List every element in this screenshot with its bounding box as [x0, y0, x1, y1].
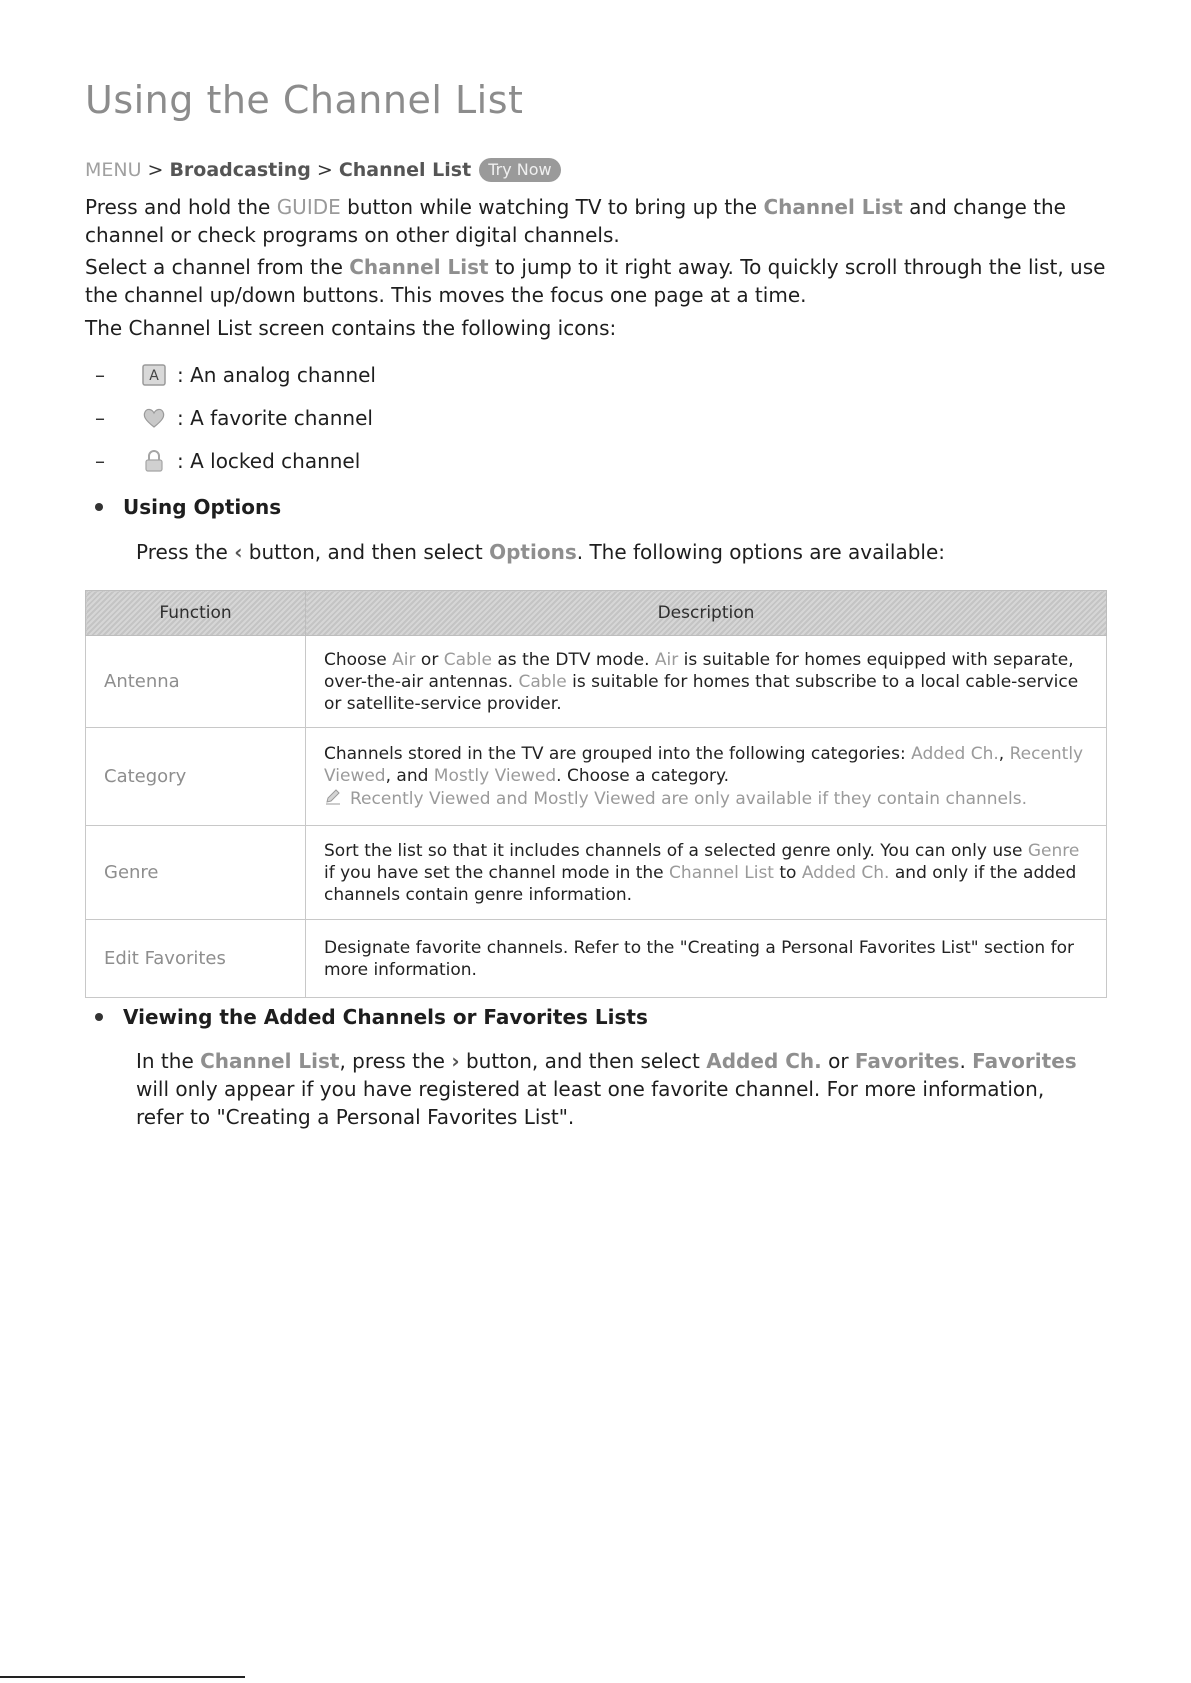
bullet-icon — [95, 503, 103, 511]
table-row — [86, 728, 1107, 826]
table-cell-function: Genre — [86, 826, 306, 920]
breadcrumb-channel-list: Channel List — [338, 159, 472, 181]
note: Recently Viewed and Mostly Viewed are only available if they contain channels. — [324, 787, 1090, 811]
table-row — [86, 920, 1107, 998]
svg-text:A: A — [149, 368, 159, 384]
table-header-function: Function — [86, 591, 306, 636]
table-cell-function: Category — [86, 728, 306, 826]
table-cell-description: Channels stored in the TV are grouped into the following categories: Added Ch., Recently Viewed, and Mostly Viewed. Choose a category. Recently Viewed and Mostly Viewed are only available if they contain channels. — [306, 728, 1107, 826]
table-header-description: Description — [306, 591, 1107, 636]
bullet-icon — [95, 1013, 103, 1021]
favorite-heart-icon — [137, 407, 171, 429]
chevron-right-icon: > — [316, 159, 333, 181]
section-heading-viewing: Viewing the Added Channels or Favorites Lists — [95, 1005, 648, 1029]
options-ref: Options — [489, 540, 577, 564]
breadcrumb-broadcasting: Broadcasting — [169, 159, 311, 181]
footer-rule — [0, 1676, 245, 1678]
icon-list-item: – : A favorite channel — [95, 406, 373, 430]
table-cell-function: Edit Favorites — [86, 920, 306, 998]
channel-list-ref: Channel List — [763, 195, 903, 219]
table-row — [86, 826, 1107, 920]
table-header-row — [86, 591, 1107, 636]
table-cell-description: Sort the list so that it includes channels of a selected genre only. You can only use Genre if you have set the channel mode in the Channel List to Added Ch. and only if the added channels contain genre information. — [306, 826, 1107, 920]
pencil-note-icon — [324, 787, 342, 811]
table-cell-description: Choose Air or Cable as the DTV mode. Air is suitable for homes equipped with separate, over-the-air antennas. Cable is suitable for homes that subscribe to a local cable-service or satellite-service provider. — [306, 636, 1107, 728]
table-row — [86, 636, 1107, 728]
analog-channel-icon — [137, 363, 171, 387]
breadcrumb-menu: MENU — [85, 159, 142, 181]
intro-paragraph-3: The Channel List screen contains the following icons: — [85, 316, 617, 340]
breadcrumb — [85, 158, 561, 182]
icon-list-item: – : A locked channel — [95, 449, 361, 473]
intro-paragraph-1: Press and hold the GUIDE button while watching TV to bring up the Channel List and change the channel or check programs on other digital channels. — [85, 195, 1066, 247]
table-cell-description: Designate favorite channels. Refer to the "Creating a Personal Favorites List" section for more information. — [306, 920, 1107, 998]
viewing-text: In the Channel List, press the › button, and then select Added Ch. or Favorites. Favorites will only appear if you have registered at least one favorite channel. For more information, refer to "Creating a Personal Favorites List". — [136, 1049, 1077, 1129]
table-cell-function: Antenna — [86, 636, 306, 728]
try-now-button[interactable]: Try Now — [479, 158, 560, 182]
chevron-right-icon: > — [147, 159, 164, 181]
section-heading-using-options: Using Options — [95, 495, 281, 519]
guide-button-ref: GUIDE — [276, 195, 341, 219]
using-options-text: Press the ‹ button, and then select Options. The following options are available: — [136, 540, 946, 564]
options-table — [85, 590, 1107, 998]
chevron-right-icon: › — [451, 1049, 460, 1073]
page-title: Using the Channel List — [85, 78, 524, 122]
lock-icon — [137, 449, 171, 473]
chevron-left-icon: ‹ — [234, 540, 243, 564]
icon-list-item: – A : An analog channel — [95, 363, 376, 387]
intro-paragraph-2: Select a channel from the Channel List to jump to it right away. To quickly scroll through the list, use the channel up/down buttons. This moves the focus one page at a time. — [85, 255, 1106, 307]
channel-list-ref: Channel List — [349, 255, 489, 279]
